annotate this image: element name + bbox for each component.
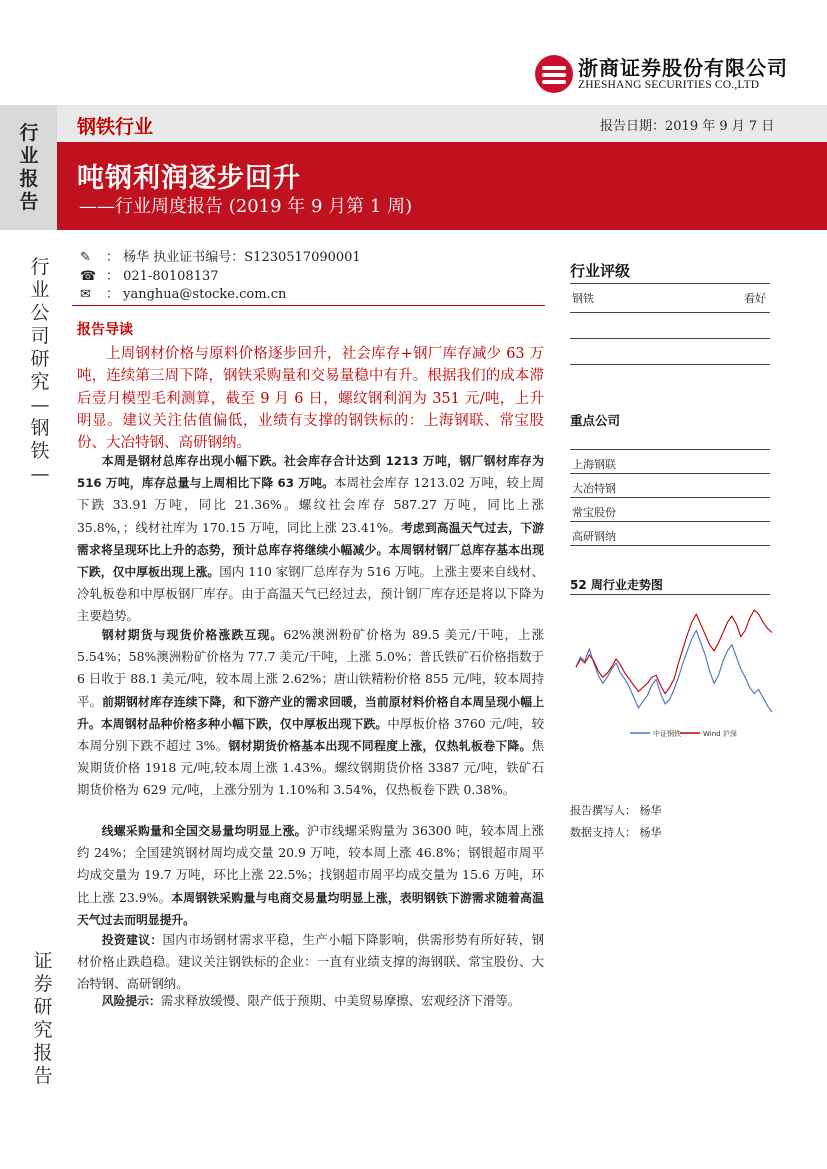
author-name-row: ✎ ： 杨华 执业证书编号：S1230517090001 xyxy=(80,250,361,265)
rating-line-top xyxy=(570,283,770,284)
company-item: 上海钢联 xyxy=(572,458,616,471)
side-label-top: 行业报告 xyxy=(19,122,39,213)
companies-line-1 xyxy=(570,473,770,474)
company-name-cn: 浙商证券股份有限公司 xyxy=(578,56,788,80)
company-logo-mark xyxy=(535,55,573,93)
series-line-0 xyxy=(576,630,772,712)
report-subtitle: ——行业周度报告 (2019 年 9 月第 1 周) xyxy=(79,196,413,217)
author-phone-row: ☎ ： 021-80108137 xyxy=(80,269,219,284)
trend-heading: 52 周行业走势图 xyxy=(570,578,663,592)
companies-line-0 xyxy=(570,449,770,450)
rating-line-2 xyxy=(570,338,770,339)
series-line-1 xyxy=(576,610,772,694)
author-email-row: ✉ ： yanghua@stocke.com.cn xyxy=(80,287,287,302)
rating-value: 看好 xyxy=(744,292,766,305)
side-label-bottom: 证券研究报告 xyxy=(33,950,53,1087)
legend-label-hs300: Wind 沪深 xyxy=(703,730,737,738)
rating-line-3 xyxy=(570,364,770,365)
pen-icon: ✎ xyxy=(80,250,91,265)
phone-icon: ☎ xyxy=(80,269,97,284)
data-supporter: 数据支持人： 杨华 xyxy=(570,826,662,839)
guide-heading: 报告导读 xyxy=(77,322,133,338)
side-label-middle: 行业公司研究—钢铁— xyxy=(30,256,50,485)
companies-line-3 xyxy=(570,521,770,522)
paragraph-prices: 钢材期货与现货价格涨跌互现。62%澳洲粉矿价格为 89.5 美元/干吨，上涨 5.54%；58%澳洲粉矿价格为 77.7 美元/干吨，上涨 5.0%；普氏铁矿石价格指数于 6 日收于 88.1 美元/吨，较本周上涨 2.62%；唐山铁精粉价格 855 元/吨，较本周持平。前期钢材库存连续下降，和下游产业的需求回暖，当前原材料价格自本周呈现小幅上升。本周钢材品种价格多种小幅下跌，仅中厚板出现下跌。中厚板价格 3760 元/吨，较本周分别下跌不超过 3%。钢材期货价格基本出现不同程度上涨，仅热轧板卷下降。焦炭期货价格 1918 元/吨,较本周上涨 1.43%。螺纹钢期货价格 3387 元/吨，铁矿石期货价格为 629 元/吨，上涨分别为 1.10%和 3.54%，仅热板卷下跌 0.38%。 xyxy=(77,627,544,798)
rating-heading: 行业评级 xyxy=(570,262,631,280)
divider xyxy=(72,305,545,306)
company-item: 常宝股份 xyxy=(572,506,616,519)
companies-line-2 xyxy=(570,497,770,498)
paragraph-inventory: 本周是钢材总库存出现小幅下跌。社会库存合计达到 1213 万吨，钢厂钢材库存为 516 万吨，库存总量与上周相比下降 63 万吨。本周社会库存 1213.02 万吨，较上周下跌 33.91 万吨，同比 21.36%。螺纹社会库存 587.27 万吨，同比上涨 35.8%，；线材社库为 170.15 万吨，同比上涨 23.41%。考虑到高温天气过去，下游需求将呈现环比上升的态势，预计总库存将继续小幅减少。本周钢材钢厂总库存基本出现下跌，仅中厚板出现上涨。国内 110 家钢厂总库存为 516 万吨。上涨主要来自线材、冷轧板卷和中厚板钢厂库存。由于高温天气已经过去，预计钢厂库存还是将以下降为主要趋势。 xyxy=(77,454,544,624)
legend-label-steel: 中证钢铁 xyxy=(653,730,681,738)
trend-line xyxy=(570,594,770,595)
paragraph-advice: 投资建议：国内市场钢材需求平稳，生产小幅下降影响，供需形势有所好转，钢材价格止跌趋稳。建议关注钢铁标的企业：一直有业绩支撑的海钢联、常宝股份、大冶特钢、高研钢纳。 xyxy=(77,932,544,992)
report-writer: 报告撰写人： 杨华 xyxy=(570,804,662,817)
companies-line-4 xyxy=(570,545,770,546)
industry-label: 钢铁行业 xyxy=(77,116,154,138)
mail-icon: ✉ xyxy=(80,287,91,302)
report-title: 吨钢利润逐步回升 xyxy=(77,163,301,194)
trend-chart xyxy=(568,598,776,746)
trend-plot-area xyxy=(576,610,772,712)
company-name-en: ZHESHANG SECURITIES CO.,LTD xyxy=(578,79,760,91)
guide-text: 上周钢材价格与原料价格逐步回升，社会库存+钢厂库存减少 63 万吨，连续第三周下降，钢铁采购量和交易量稳中有升。根据我们的成本滞后壹月模型毛利测算，截至 9 月 6 日，螺纹钢利润为 351 元/吨，上升明显。建议关注估值偏低，业绩有支撑的钢铁标的：上海钢联、常宝股份、大冶特钢、高研钢纳。 xyxy=(77,346,544,452)
paragraph-volume: 线螺采购量和全国交易量均明显上涨。沪市线螺采购量为 36300 吨，较本周上涨约 24%；全国建筑钢材周均成交量 20.9 万吨，较本周上涨 46.8%；钢银超市周平均成交量为 19.7 万吨，环比上涨 22.5%；找钢超市周平均成交量为 15.6 万吨，环比上涨 23.9%。本周钢铁采购量与电商交易量均明显上涨，表明钢铁下游需求随着高温天气过去而明显提升。 xyxy=(77,823,544,927)
rating-industry: 钢铁 xyxy=(572,292,594,305)
report-date: 报告日期：2019 年 9 月 7 日 xyxy=(600,119,775,134)
company-item: 高研钢纳 xyxy=(572,530,616,543)
companies-heading: 重点公司 xyxy=(570,413,621,428)
company-item: 大冶特钢 xyxy=(572,482,616,495)
rating-line-1 xyxy=(570,312,770,313)
paragraph-risk: 风险提示：需求释放缓慢、限产低于预期、中美贸易摩擦、宏观经济下滑等。 xyxy=(101,993,521,1008)
